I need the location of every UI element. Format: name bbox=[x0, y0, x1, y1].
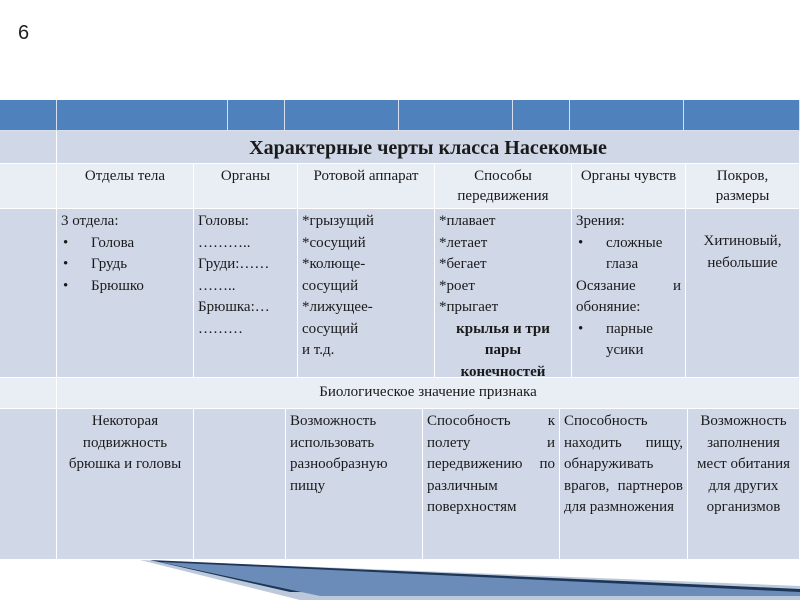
list-item: • сложные глаза bbox=[576, 233, 681, 276]
mouthparts-line: *лижущее- bbox=[302, 299, 373, 315]
significance-mouthparts: Возможность использовать разнообразную пищу bbox=[286, 409, 423, 560]
movement-line: *бегает bbox=[439, 256, 487, 272]
table-title: Характерные черты класса Насекомые bbox=[57, 131, 800, 164]
header-movement: Способы передвижения bbox=[435, 164, 572, 209]
vision-list bbox=[576, 233, 681, 276]
band-cell bbox=[285, 100, 399, 131]
empty-cell bbox=[0, 164, 57, 209]
significance-senses: Способность находить пищу, обнаруживать врагов, партнеров для размножения bbox=[560, 409, 688, 560]
movement-organs-bold: конечностей bbox=[460, 363, 546, 378]
touch-smell-label: Осязание и обоняние: bbox=[576, 277, 681, 315]
significance-row bbox=[0, 409, 800, 560]
header-organs: Органы bbox=[194, 164, 298, 209]
empty-cell bbox=[0, 209, 57, 378]
header-cover: Покров, размеры bbox=[686, 164, 800, 209]
insect-traits-table bbox=[0, 100, 800, 560]
band-cell bbox=[399, 100, 513, 131]
body-sections-list bbox=[61, 233, 189, 298]
band-cell bbox=[570, 100, 684, 131]
header-body-sections: Отделы тела bbox=[57, 164, 194, 209]
header-row bbox=[0, 164, 800, 209]
significance-body: Некоторая подвижность брюшка и головы bbox=[57, 409, 194, 560]
mouthparts-line: *грызущий bbox=[302, 213, 374, 229]
header-senses: Органы чувств bbox=[572, 164, 686, 209]
mouthparts-line: и т.д. bbox=[302, 342, 335, 358]
organs-line: Головы: bbox=[198, 213, 249, 229]
list-item: • Грудь bbox=[61, 254, 189, 276]
cell-cover: Хитиновый, небольшие bbox=[686, 209, 800, 378]
ribbon-mid-band bbox=[160, 562, 800, 596]
vision-label: Зрения: bbox=[576, 213, 625, 229]
mouthparts-line: сосущий bbox=[302, 320, 359, 337]
decorative-ribbon bbox=[0, 560, 800, 600]
cell-mouthparts bbox=[298, 209, 435, 378]
significance-cover: Возможность заполнения мест обитания для других организмов bbox=[688, 409, 800, 560]
significance-organs bbox=[194, 409, 286, 560]
band-cell bbox=[684, 100, 800, 131]
header-mouthparts: Ротовой аппарат bbox=[298, 164, 435, 209]
band-cell bbox=[228, 100, 285, 131]
organs-line: ……… bbox=[198, 320, 243, 337]
cell-movement bbox=[435, 209, 572, 378]
band-cell bbox=[57, 100, 228, 131]
cell-organs bbox=[194, 209, 298, 378]
empty-cell bbox=[0, 409, 57, 560]
list-item: • Голова bbox=[61, 233, 189, 255]
list-item: • Брюшко bbox=[61, 276, 189, 298]
table-top-band bbox=[0, 100, 800, 131]
empty-cell bbox=[0, 131, 57, 164]
movement-line: *прыгает bbox=[439, 299, 499, 315]
mouthparts-line: сосущий bbox=[302, 277, 359, 294]
list-item: • парные усики bbox=[576, 319, 681, 362]
organs-line: Груди:…… bbox=[198, 256, 270, 272]
significance-movement: Способность к полету и передвижению по различным поверхностям bbox=[423, 409, 560, 560]
mouthparts-line: *колюще- bbox=[302, 256, 366, 272]
cell-body-sections bbox=[57, 209, 194, 378]
movement-line: *летает bbox=[439, 234, 488, 251]
mouthparts-line: *сосущий bbox=[302, 234, 366, 251]
band-cell bbox=[513, 100, 570, 131]
movement-line: *роет bbox=[439, 277, 475, 294]
subtitle: Биологическое значение признака bbox=[57, 378, 800, 409]
touch-smell-list bbox=[576, 319, 681, 362]
organs-line: …….. bbox=[198, 277, 236, 294]
band-cell bbox=[0, 100, 57, 131]
movement-organs-bold: пары bbox=[484, 342, 522, 358]
title-row bbox=[0, 131, 800, 164]
body-sections-intro: 3 отдела: bbox=[61, 213, 119, 229]
cell-senses bbox=[572, 209, 686, 378]
movement-organs-bold: крылья и три bbox=[456, 320, 550, 337]
movement-line: *плавает bbox=[439, 213, 496, 229]
page-number: 6 bbox=[18, 22, 30, 44]
organs-line: ……….. bbox=[198, 234, 251, 251]
empty-cell bbox=[0, 378, 57, 409]
traits-row bbox=[0, 209, 800, 378]
subtitle-row bbox=[0, 378, 800, 409]
organs-line: Брюшка:… bbox=[198, 299, 270, 315]
